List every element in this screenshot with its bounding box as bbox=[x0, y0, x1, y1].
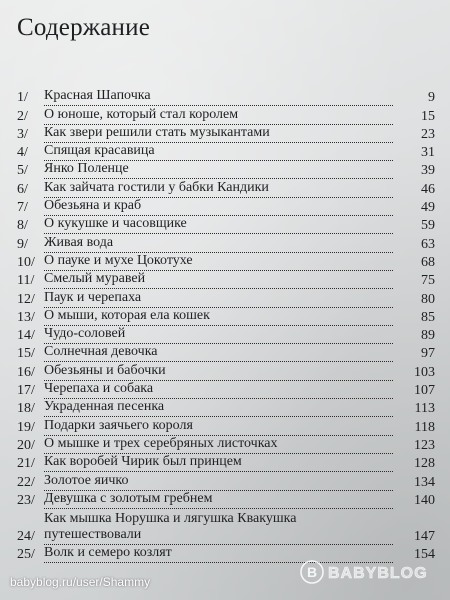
entry-title bbox=[44, 511, 405, 545]
entry-title bbox=[44, 88, 405, 106]
entry-title-text: Волк и семеро козлят bbox=[44, 545, 393, 563]
entry-title bbox=[44, 399, 405, 417]
toc-entry bbox=[17, 88, 435, 106]
entry-title-text: О юноше, который стал королем bbox=[44, 107, 393, 125]
entry-number: 23/ bbox=[17, 492, 35, 508]
entry-title bbox=[44, 308, 405, 326]
entry-page-number: 59 bbox=[421, 218, 435, 234]
entry-title-text: Паук и черепаха bbox=[44, 290, 393, 308]
entry-title-text: Как зайчата гостили у бабки Кандики bbox=[44, 180, 393, 198]
toc-entry bbox=[17, 491, 435, 509]
entry-number: 24/ bbox=[17, 528, 35, 544]
toc-entry bbox=[17, 344, 435, 362]
entry-number: 13/ bbox=[17, 309, 35, 325]
entry-title bbox=[44, 198, 405, 216]
entry-title-text: Янко Поленце bbox=[44, 161, 393, 179]
entry-page-number: 147 bbox=[414, 528, 435, 544]
entry-page-number: 23 bbox=[421, 126, 435, 142]
entry-title bbox=[44, 216, 405, 234]
entry-title bbox=[44, 143, 405, 161]
entry-page-number: 123 bbox=[414, 437, 435, 453]
entry-number: 1/ bbox=[17, 90, 28, 106]
entry-number: 15/ bbox=[17, 346, 35, 362]
entry-page-number: 85 bbox=[421, 309, 435, 325]
entry-number: 4/ bbox=[17, 145, 28, 161]
source-url: babyblog.ru/user/Shammy bbox=[10, 575, 151, 589]
entry-number: 19/ bbox=[17, 419, 35, 435]
entry-title bbox=[44, 161, 405, 179]
toc-entry bbox=[17, 198, 435, 216]
entry-title-text: Как звери решили стать музыкантами bbox=[44, 125, 393, 143]
entry-page-number: 75 bbox=[421, 273, 435, 289]
entry-number: 5/ bbox=[17, 163, 28, 179]
entry-number: 9/ bbox=[17, 236, 28, 252]
toc-entry bbox=[17, 161, 435, 179]
entry-page-number: 89 bbox=[421, 328, 435, 344]
entry-number: 14/ bbox=[17, 328, 35, 344]
entry-page-number: 9 bbox=[428, 90, 435, 106]
entry-title-text: Обезьяны и бабочки bbox=[44, 363, 393, 381]
toc-entry bbox=[17, 289, 435, 307]
entry-page-number: 39 bbox=[421, 163, 435, 179]
toc-entry bbox=[17, 362, 435, 380]
entry-page-number: 107 bbox=[414, 383, 435, 399]
toc-entry bbox=[17, 454, 435, 472]
entry-title bbox=[44, 235, 405, 253]
toc-entry bbox=[17, 436, 435, 454]
entry-page-number: 80 bbox=[421, 291, 435, 307]
logo-text: BABYBLOG bbox=[328, 565, 428, 582]
entry-page-number: 118 bbox=[414, 419, 435, 435]
toc-entry bbox=[17, 179, 435, 197]
entry-title-text: Красная Шапочка bbox=[44, 88, 393, 106]
entry-number: 7/ bbox=[17, 200, 28, 216]
entry-number: 11/ bbox=[17, 273, 35, 289]
entry-number: 18/ bbox=[17, 401, 35, 417]
toc-entry bbox=[17, 417, 435, 435]
entry-title-text: Девушка с золотым гребнем bbox=[44, 491, 393, 509]
entry-page-number: 140 bbox=[414, 492, 435, 508]
entry-title bbox=[44, 253, 405, 271]
entry-number: 16/ bbox=[17, 364, 35, 380]
svg-text:B: B bbox=[306, 564, 318, 580]
entry-title-text: Смелый муравей bbox=[44, 271, 393, 289]
entry-title bbox=[44, 454, 405, 472]
entry-number: 12/ bbox=[17, 291, 35, 307]
entry-title-text: О мыши, которая ела кошек bbox=[44, 308, 393, 326]
babyblog-logo-icon bbox=[300, 552, 440, 592]
entry-title bbox=[44, 381, 405, 399]
toc-entry bbox=[17, 143, 435, 161]
entry-number: 8/ bbox=[17, 218, 28, 234]
entry-number: 2/ bbox=[17, 108, 28, 124]
entry-title bbox=[44, 344, 405, 362]
entry-title-line2: путешествовали bbox=[44, 527, 393, 545]
entry-title bbox=[44, 107, 405, 125]
entry-page-number: 31 bbox=[421, 145, 435, 161]
toc-entry bbox=[17, 234, 435, 252]
entry-title bbox=[44, 290, 405, 308]
toc-entry bbox=[17, 216, 435, 234]
entry-title-text: Золотое яичко bbox=[44, 473, 393, 491]
entry-title bbox=[44, 491, 405, 509]
entry-page-number: 154 bbox=[414, 547, 435, 563]
toc-entry bbox=[17, 509, 435, 545]
entry-title-text: О мышке и трех серебряных листочках bbox=[44, 436, 393, 454]
entry-title-text: Черепаха и собака bbox=[44, 381, 393, 399]
entry-title bbox=[44, 125, 405, 143]
entry-title bbox=[44, 418, 405, 436]
entry-page-number: 15 bbox=[421, 108, 435, 124]
toc-entry bbox=[17, 106, 435, 124]
entry-title bbox=[44, 473, 405, 491]
entry-title-text: О кукушке и часовщике bbox=[44, 216, 393, 234]
entry-number: 3/ bbox=[17, 126, 28, 142]
toc-entry bbox=[17, 326, 435, 344]
entry-page-number: 97 bbox=[421, 346, 435, 362]
entry-number: 10/ bbox=[17, 254, 35, 270]
table-of-contents bbox=[17, 88, 435, 563]
toc-entry bbox=[17, 472, 435, 490]
entry-title-text: Как воробей Чирик был принцем bbox=[44, 454, 393, 472]
toc-entry bbox=[17, 308, 435, 326]
entry-number: 6/ bbox=[17, 181, 28, 197]
entry-page-number: 63 bbox=[421, 236, 435, 252]
entry-title bbox=[44, 363, 405, 381]
entry-title-text: Живая вода bbox=[44, 235, 393, 253]
entry-title-text: Подарки заячьего короля bbox=[44, 418, 393, 436]
entry-number: 25/ bbox=[17, 547, 35, 563]
entry-number: 17/ bbox=[17, 383, 35, 399]
entry-page-number: 103 bbox=[414, 364, 435, 380]
entry-number: 21/ bbox=[17, 456, 35, 472]
entry-title-text: Чудо-соловей bbox=[44, 326, 393, 344]
entry-title-text: Солнечная девочка bbox=[44, 344, 393, 362]
entry-page-number: 46 bbox=[421, 181, 435, 197]
page-title: Содержание bbox=[17, 14, 150, 41]
toc-entry bbox=[17, 381, 435, 399]
babyblog-logo bbox=[300, 552, 440, 592]
toc-entry bbox=[17, 253, 435, 271]
entry-title-text: Обезьяна и краб bbox=[44, 198, 393, 216]
entry-title-text: О пауке и мухе Цокотухе bbox=[44, 253, 393, 271]
entry-title bbox=[44, 436, 405, 454]
toc-entry bbox=[17, 271, 435, 289]
entry-page-number: 49 bbox=[421, 200, 435, 216]
entry-page-number: 113 bbox=[414, 401, 435, 417]
entry-title bbox=[44, 271, 405, 289]
entry-title-text: Спящая красавица bbox=[44, 143, 393, 161]
entry-page-number: 134 bbox=[414, 474, 435, 490]
entry-title-text: Украденная песенка bbox=[44, 399, 393, 417]
entry-number: 20/ bbox=[17, 437, 35, 453]
entry-title bbox=[44, 326, 405, 344]
entry-page-number: 68 bbox=[421, 254, 435, 270]
toc-entry bbox=[17, 399, 435, 417]
toc-entry bbox=[17, 125, 435, 143]
entry-number: 22/ bbox=[17, 474, 35, 490]
entry-page-number: 128 bbox=[414, 456, 435, 472]
entry-title bbox=[44, 180, 405, 198]
entry-title-line1: Как мышка Норушка и лягушка Квакушка bbox=[44, 510, 297, 526]
